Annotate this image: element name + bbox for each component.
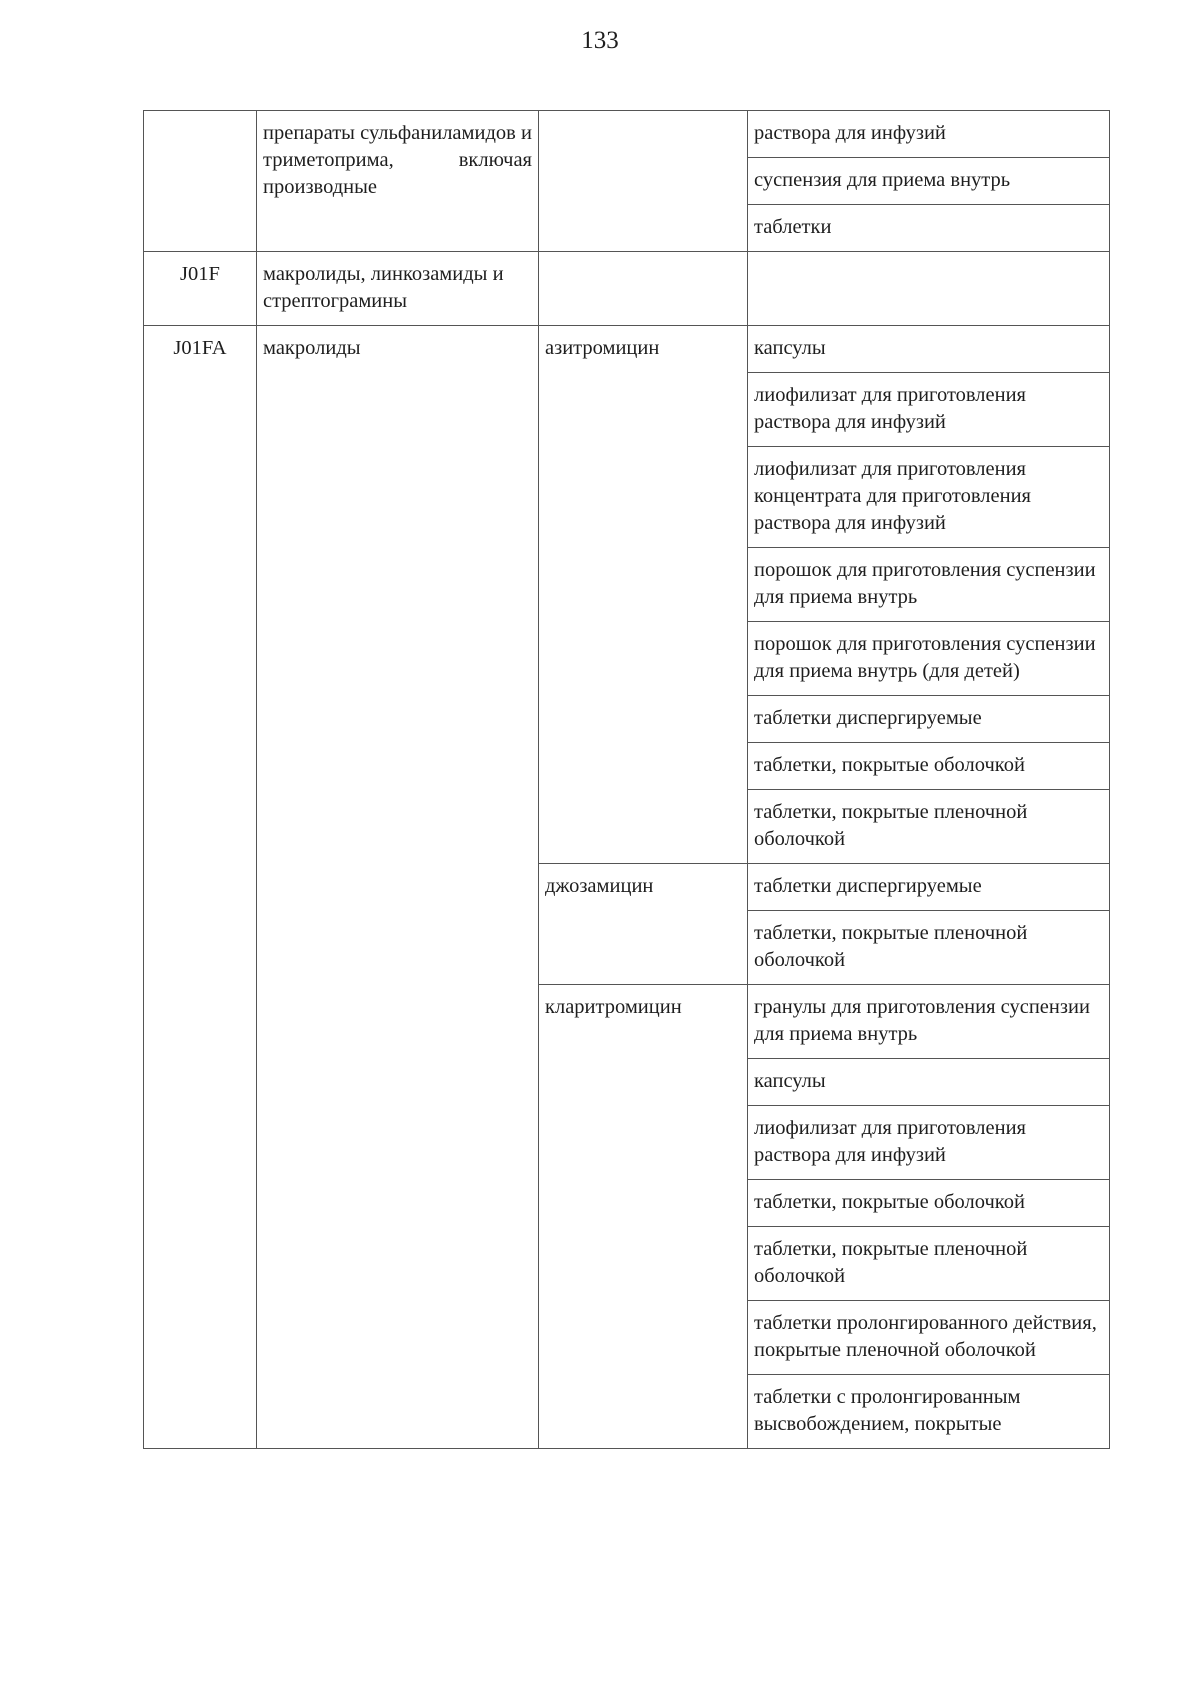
table-row (144, 326, 1110, 373)
dosage-form-cell: лиофилизат для приготовления раствора для инфузий (748, 1106, 1110, 1180)
dosage-form-cell: капсулы (748, 326, 1110, 373)
substance-name-cell (539, 252, 748, 326)
table-row (144, 111, 1110, 158)
dosage-form-cell: лиофилизат для приготовления концентрата для приготовления раствора для инфузий (748, 447, 1110, 548)
dosage-form-cell: раствора для инфузий (748, 111, 1110, 158)
dosage-form-cell: таблетки, покрытые пленочной оболочкой (748, 1227, 1110, 1301)
substance-name-cell (539, 111, 748, 252)
dosage-form-cell: таблетки, покрытые пленочной оболочкой (748, 790, 1110, 864)
dosage-form-cell: таблетки диспергируемые (748, 864, 1110, 911)
pharmacological-group-cell: макролиды, линкозамиды и стрептограмины (257, 252, 539, 326)
atc-code-cell (144, 111, 257, 252)
substance-name-cell: джозамицин (539, 864, 748, 985)
dosage-form-cell: порошок для приготовления суспензии для приема внутрь (для детей) (748, 622, 1110, 696)
atc-code-cell: J01FA (144, 326, 257, 1449)
substance-name-cell: кларитромицин (539, 985, 748, 1449)
table-row (144, 252, 1110, 326)
dosage-form-cell: таблетки, покрытые оболочкой (748, 1180, 1110, 1227)
dosage-form-cell: таблетки диспергируемые (748, 696, 1110, 743)
dosage-form-cell: таблетки (748, 205, 1110, 252)
dosage-form-cell: капсулы (748, 1059, 1110, 1106)
pharmacological-group-cell: макролиды (257, 326, 539, 1449)
dosage-form-cell: таблетки с пролонгированным высвобождением, покрытые (748, 1375, 1110, 1449)
dosage-form-cell: суспензия для приема внутрь (748, 158, 1110, 205)
drug-list-table (143, 110, 1110, 1449)
atc-code-cell: J01F (144, 252, 257, 326)
dosage-form-cell: таблетки, покрытые оболочкой (748, 743, 1110, 790)
dosage-form-cell (748, 252, 1110, 326)
dosage-form-cell: порошок для приготовления суспензии для приема внутрь (748, 548, 1110, 622)
dosage-form-cell: гранулы для приготовления суспензии для приема внутрь (748, 985, 1110, 1059)
dosage-form-cell: лиофилизат для приготовления раствора для инфузий (748, 373, 1110, 447)
pharmacological-group-cell: препараты сульфаниламидов и триметоприма, включая производные (257, 111, 539, 252)
dosage-form-cell: таблетки, покрытые пленочной оболочкой (748, 911, 1110, 985)
dosage-form-cell: таблетки пролонгированного действия, покрытые пленочной оболочкой (748, 1301, 1110, 1375)
page-number: 133 (581, 27, 619, 54)
substance-name-cell: азитромицин (539, 326, 748, 864)
